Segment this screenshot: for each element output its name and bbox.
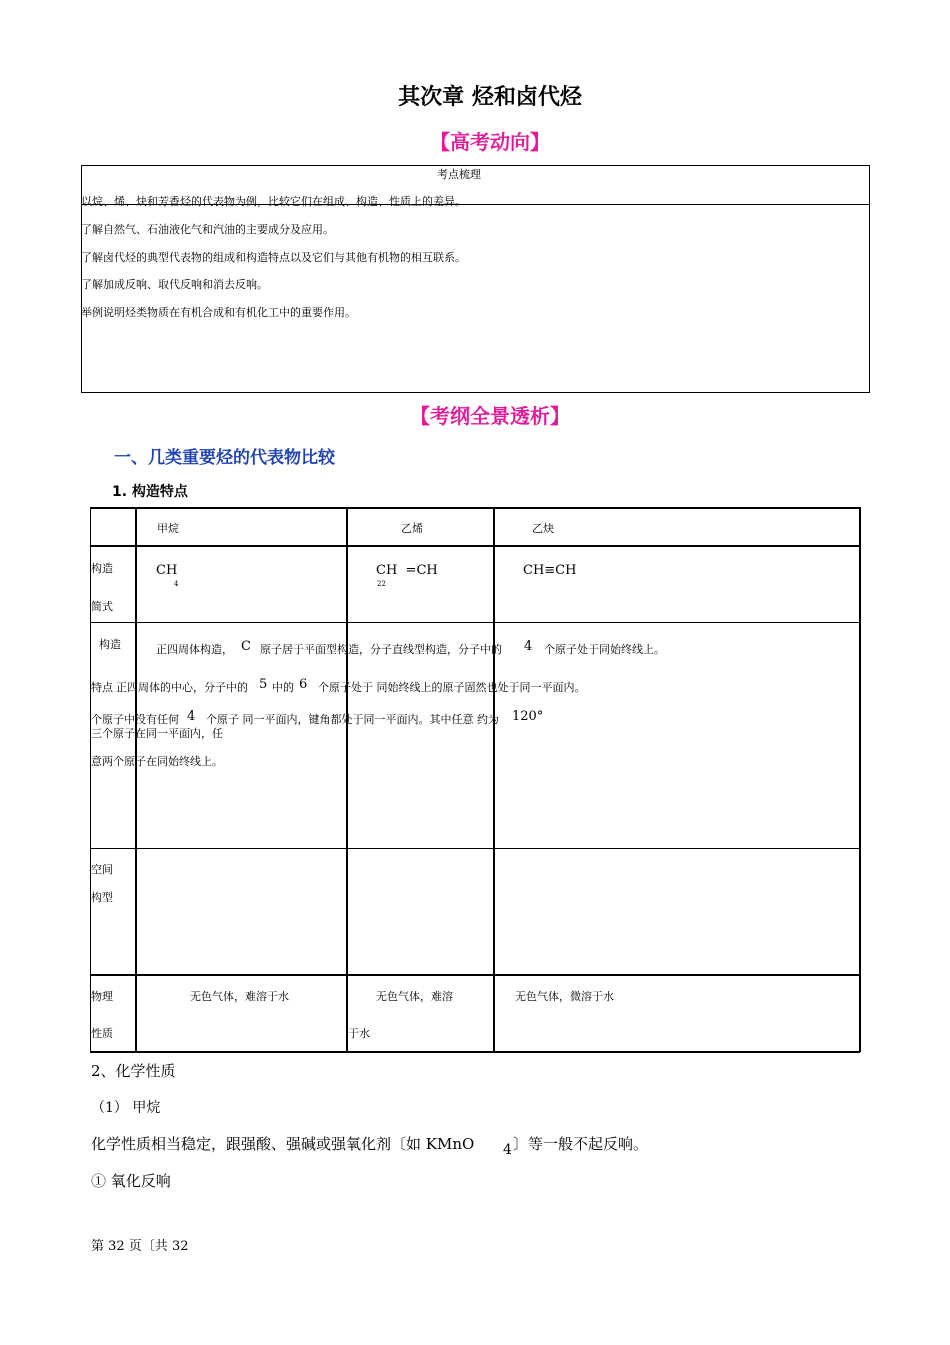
table-border bbox=[90, 545, 860, 547]
table-border bbox=[90, 974, 860, 976]
chem-subscript: 4 bbox=[503, 1142, 512, 1158]
table-border bbox=[346, 507, 348, 1052]
col-header-ethylene: 乙烯 bbox=[401, 522, 423, 535]
ethylene-subscript: 22 bbox=[377, 580, 386, 588]
row-label: 物理 bbox=[91, 990, 113, 1003]
acetylene-formula: CH≡CH bbox=[523, 563, 577, 578]
ethylene-formula: CH =CH bbox=[376, 563, 438, 578]
table-border bbox=[90, 1051, 860, 1053]
feature-text: 原子居于平面型构造，分子直线型构造，分子中的 bbox=[260, 643, 502, 656]
section-heading-kaogang: 【考纲全景透析】 bbox=[410, 404, 570, 428]
chem-line: 化学性质相当稳定，跟强酸、强碱或强氧化剂〔如 KMnO bbox=[91, 1135, 475, 1153]
syllabus-item: 了解卤代烃的典型代表物的组成和构造特点以及它们与其他有机物的相互联系。 bbox=[81, 251, 466, 264]
page-title: 其次章 烃和卤代烃 bbox=[398, 84, 582, 110]
feature-text: 个原子处于同始终线上。 bbox=[544, 643, 665, 656]
feature-text: 5 bbox=[259, 677, 268, 692]
row-label: 空间 bbox=[91, 863, 113, 876]
feature-text: 4 bbox=[524, 639, 533, 654]
feature-text: 个原子处于 同始终线上的原子固然也处于同一平面内。 bbox=[318, 681, 586, 694]
table-border bbox=[493, 507, 495, 1052]
feature-text: 中的 bbox=[272, 681, 294, 694]
heading-comparison: 一、几类重要烃的代表物比较 bbox=[114, 448, 335, 468]
feature-text: C bbox=[241, 639, 251, 654]
syllabus-item: 以烷、烯、炔和芳香烃的代表物为例，比较它们在组成、构造、性质上的差异。 bbox=[81, 195, 466, 208]
feature-text: 正四周体的中心，分子中的 bbox=[116, 681, 248, 694]
phys-acetylene: 无色气体，微溶于水 bbox=[515, 990, 614, 1003]
chem-heading: 2、化学性质 bbox=[91, 1062, 176, 1080]
phys-ethylene: 无色气体，难溶 bbox=[376, 990, 453, 1003]
page-footer: 第 32 页〔共 32 bbox=[91, 1239, 189, 1254]
row-label: 性质 bbox=[91, 1027, 113, 1040]
feature-text: 正四周体构造， bbox=[156, 643, 233, 656]
row-label: 构造 bbox=[91, 562, 113, 575]
row-label: 简式 bbox=[91, 600, 113, 613]
feature-text: 三个原子在同一平面内，任 bbox=[91, 727, 223, 740]
feature-text: 6 bbox=[299, 677, 308, 692]
chem-line: 〕等一般不起反响。 bbox=[513, 1135, 649, 1153]
chem-sub-methane: （1） 甲烷 bbox=[91, 1100, 161, 1116]
table-border bbox=[90, 507, 860, 509]
syllabus-box-header: 考点梳理 bbox=[437, 168, 481, 181]
table-border bbox=[90, 848, 860, 849]
feature-text: 个原子中没有任何 bbox=[91, 713, 179, 726]
feature-text: 4 bbox=[187, 709, 196, 724]
feature-text: 120° bbox=[512, 709, 544, 724]
row-label: 构造 bbox=[99, 638, 121, 651]
phys-ethylene: 于水 bbox=[348, 1027, 370, 1040]
col-header-acetylene: 乙炔 bbox=[532, 522, 554, 535]
row-label: 特点 bbox=[91, 681, 113, 694]
feature-text: 意两个原子在同始终线上。 bbox=[91, 755, 223, 768]
syllabus-item: 举例说明烃类物质在有机合成和有机化工中的重要作用。 bbox=[81, 306, 356, 319]
phys-methane: 无色气体，难溶于水 bbox=[190, 990, 289, 1003]
methane-subscript: 4 bbox=[174, 580, 179, 588]
syllabus-item: 了解加成反响、取代反响和消去反响。 bbox=[81, 278, 268, 291]
table-border bbox=[90, 507, 91, 1052]
chem-oxidation: ① 氧化反响 bbox=[91, 1172, 171, 1190]
section-heading-gaokao: 【高考动向】 bbox=[430, 130, 550, 154]
heading-structure: 1. 构造特点 bbox=[112, 484, 188, 500]
methane-formula: CH bbox=[156, 563, 178, 578]
feature-text: 个原子 同一平面内，键角都处于同一平面内。其中任意 约为 bbox=[206, 713, 499, 726]
col-header-methane: 甲烷 bbox=[157, 522, 179, 535]
syllabus-item: 了解自然气、石油液化气和汽油的主要成分及应用。 bbox=[81, 223, 334, 236]
table-border bbox=[859, 507, 861, 1052]
row-label: 构型 bbox=[91, 891, 113, 904]
table-border bbox=[90, 622, 860, 623]
table-border bbox=[135, 507, 137, 1052]
